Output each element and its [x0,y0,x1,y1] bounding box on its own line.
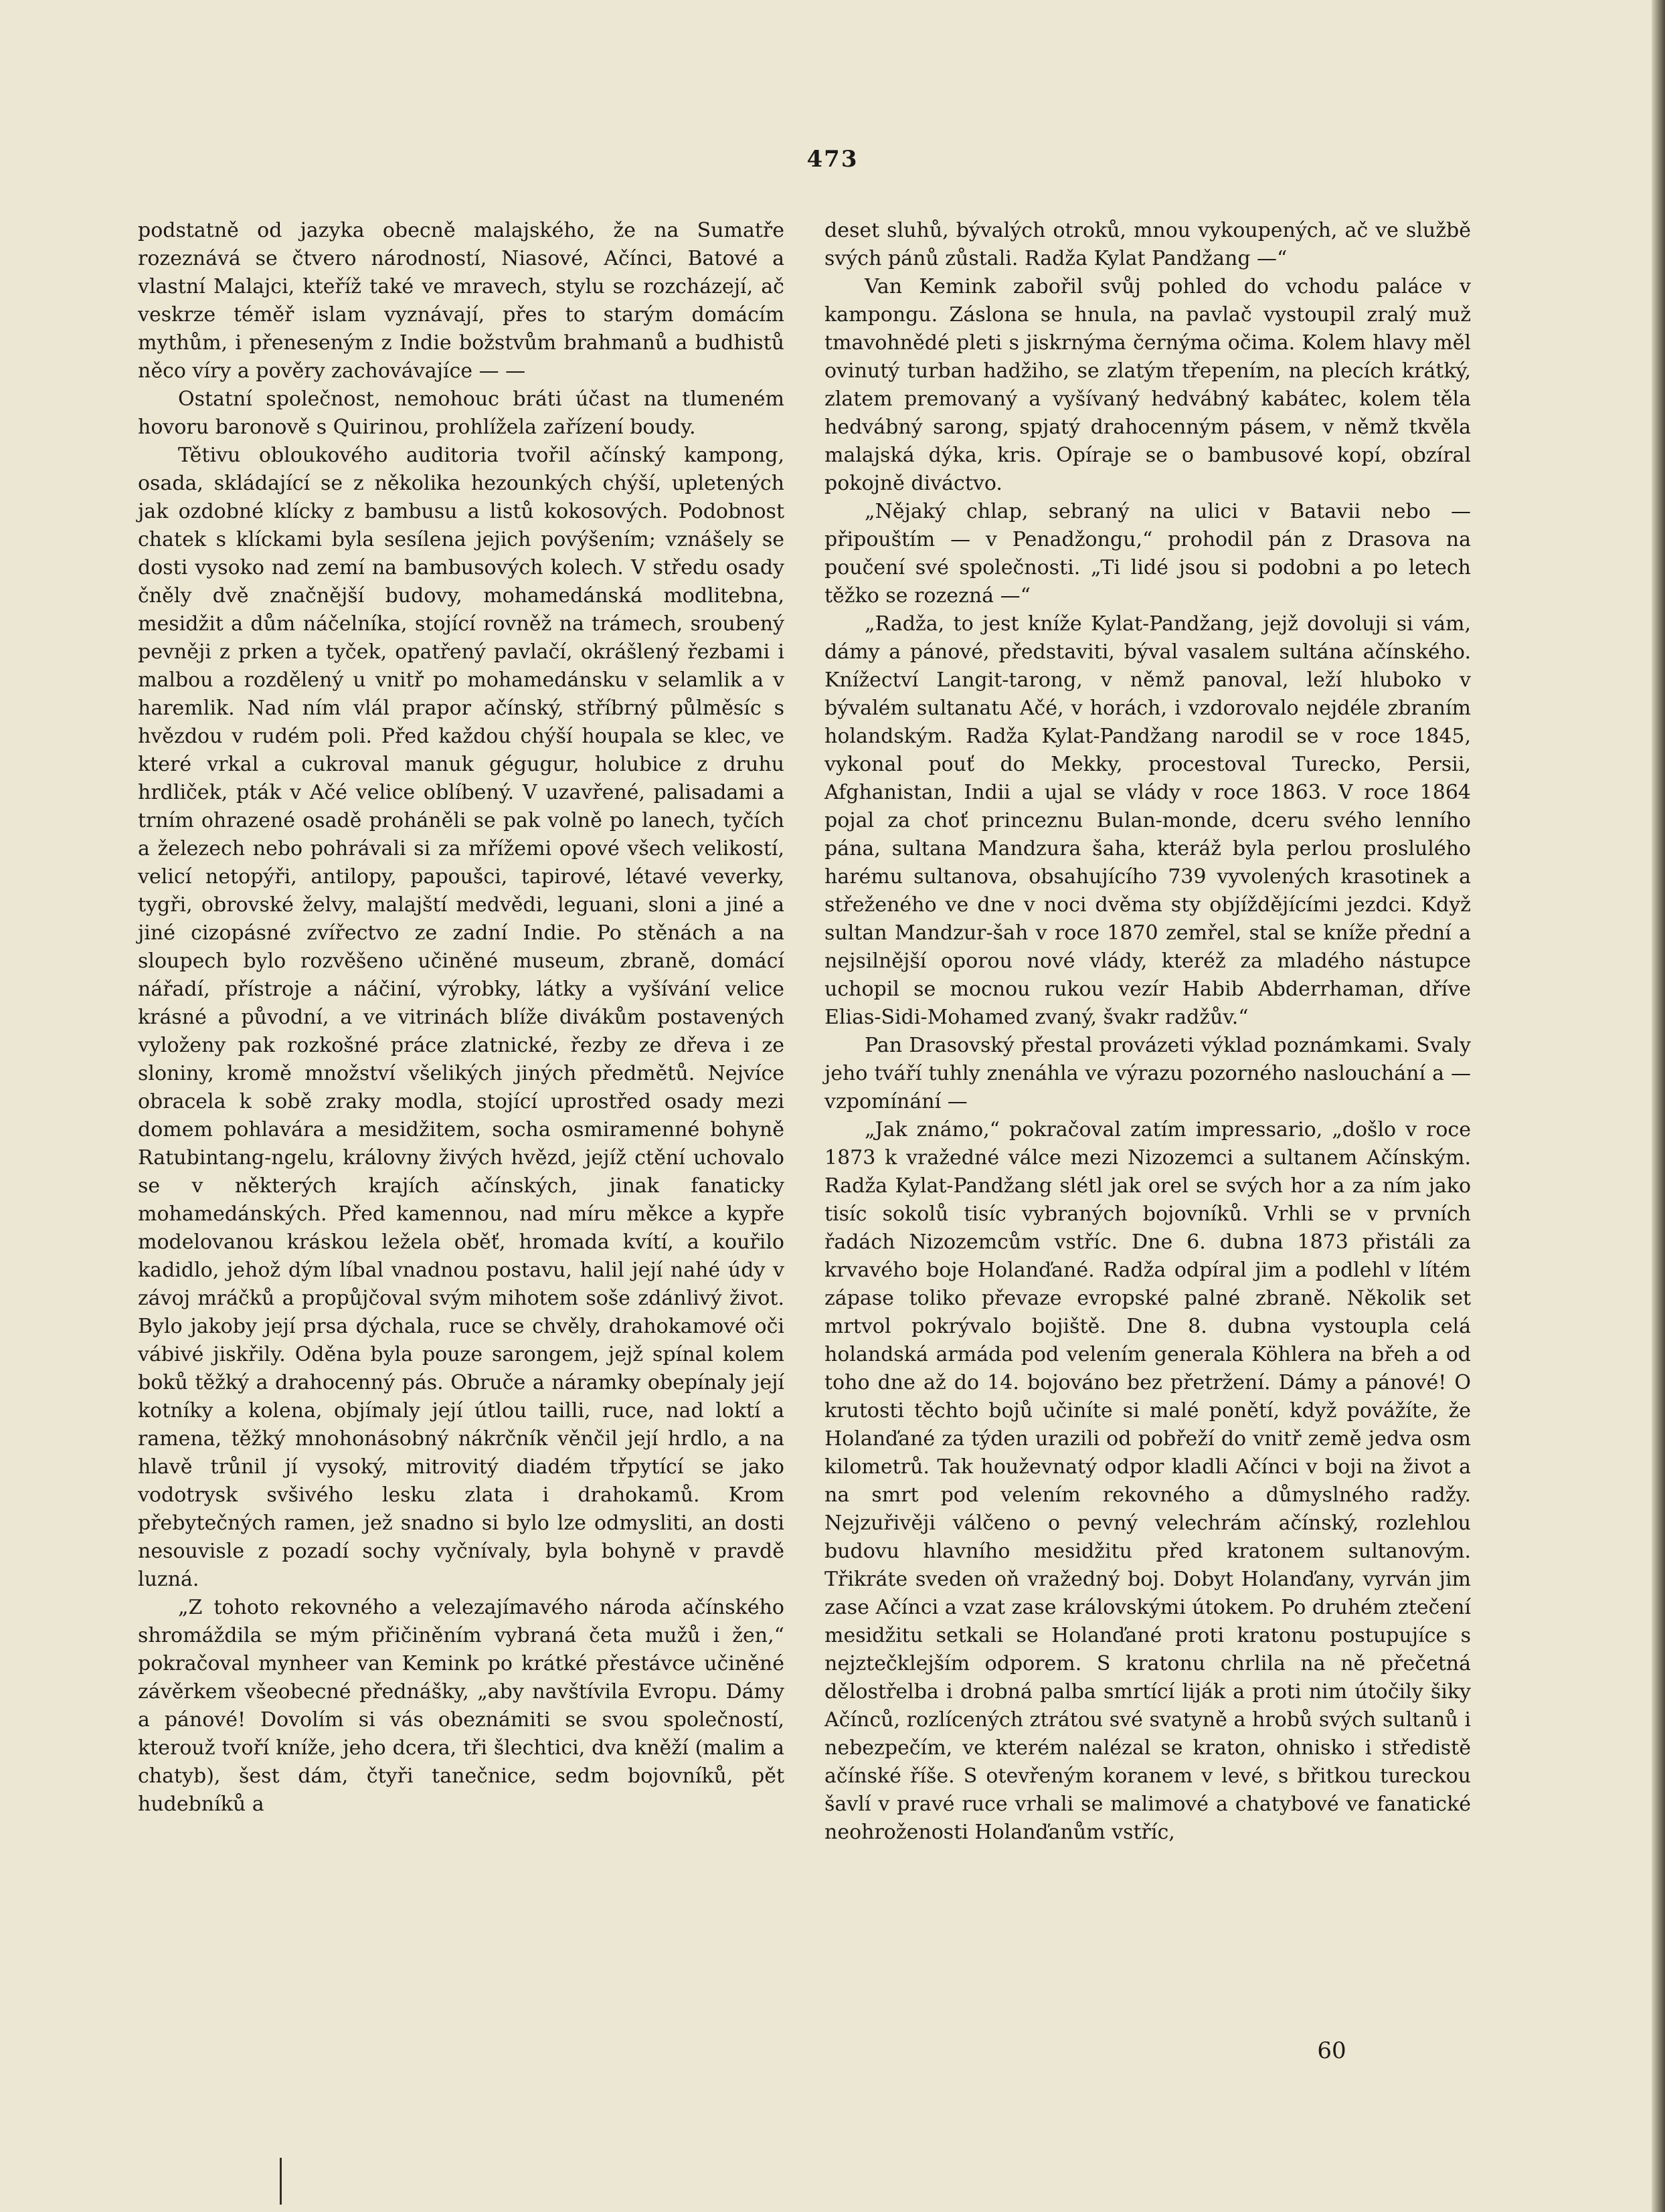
page-number: 473 [806,146,859,173]
fold-mark [280,2158,282,2205]
scan-edge [1652,0,1665,2212]
right-paragraph-4: „Radža, to jest kníže Kylat-Pandžang, jejž dovoluji si vám, dámy a pánové, představiti, býval vasalem sultána ačínského. Knížectví Langit-tarong, v němž panoval, leží hluboko v bývalém sultanatu Ačé, v horách, i vzdorovalo nejdéle zbraním holandským. Radža Kylat-Pandžang narodil se v roce 1845, vykonal pouť do Mekky, procestoval Turecko, Persii, Afghanistan, Indii a ujal se vlády v roce 1863. V roce 1864 pojal za choť princeznu Bulan-monde, dceru svého lenního pána, sultana Mandzura šaha, kteráž byla perlou proslulého harému sultanova, obsahujícího 739 vyvolených krasotinek a střeženého ve dne v noci dvěma sty objíždějícími jezdci. Když sultan Mandzur-šah v roce 1870 zemřel, stal se kníže přední a nejsilnější oporou nové vlády, kteréž za mladého nástupce uchopil se mocnou rukou vezír Habib Abderrhaman, dříve Elias-Sidi-Mohamed zvaný, švakr radžův.“ [824,612,1471,1029]
left-paragraph-1: podstatně od jazyka obecně malajského, že na Sumatře rozeznává se čtvero národností, Niasové, Ačínci, Batové a vlastní Malajci, kteříž také ve mravech, stylu se rozcházejí, ač veskrze téměř islam vyznávají, přes to starým domácím mythům, i přeneseným z Indie božstvům brahmanů a budhistů něco víry a pověry zachovávajíce — — [138,219,784,383]
right-paragraph-2: Van Kemink zabořil svůj pohled do vchodu paláce v kampongu. Záslona se hnula, na pavlač vystoupil zralý muž tmavohnědé pleti s jiskrnýma černýma očima. Kolem hlavy měl ovinutý turban hadžiho, se zlatým třepením, na plecích krátký, zlatem premovaný a vyšívaný hedvábný kabátec, kolem těla hedvábný sarong, spjatý drahocenným pásem, v němž tkvěla malajská dýka, kris. Opíraje se o bambusové kopí, obzíral pokojně diváctvo. [824,275,1471,495]
right-paragraph-5: Pan Drasovský přestal provázeti výklad poznámkami. Svaly jeho tváří tuhly znenáhla ve výrazu pozorného naslouchání a — vzpomínání — [824,1034,1471,1113]
left-column [138,217,784,1819]
sheet-number: 60 [1317,2037,1346,2064]
right-paragraph-1: deset sluhů, bývalých otroků, mnou vykoupených, ač ve službě svých pánů zůstali. Radža Kylat Pandžang —“ [824,219,1471,270]
right-column [824,217,1471,1847]
right-paragraph-3: „Nějaký chlap, sebraný na ulici v Batavii nebo — připouštím — v Penadžongu,“ prohodil pán z Drasova na poučení své společnosti. „Ti lidé jsou si podobni a po letech těžko se rozezná —“ [824,500,1471,608]
left-paragraph-2: Ostatní společnost, nemohouc bráti účast na tlumeném hovoru baronově s Quirinou, prohlížela zařízení boudy. [138,387,784,439]
left-paragraph-4: „Z tohoto rekovného a velezajímavého národa ačínského shromáždila se mým přičiněním vybraná četa mužů i žen,“ pokračoval mynheer van Kemink po krátké přestávce učiněné závěrkem všeobecné přednášky, „aby navštívila Evropu. Dámy a pánové! Dovolím si vás obeznámiti se svou společností, kterouž tvoří kníže, jeho dcera, tři šlechtici, dva kněží (malim a chatyb), šest dám, čtyři tanečnice, sedm bojovníků, pět hudebníků a [138,1596,784,1816]
right-paragraph-6: „Jak známo,“ pokračoval zatím impressario, „došlo v roce 1873 k vražedné válce mezi Nizozemci a sultanem Ačínským. Radža Kylat-Pandžang slétl jak orel se svých hor a za ním jako tisíc sokolů tisíc vybraných bojovníků. Vrhli se v prvních řadách Nizozemcům vstříc. Dne 6. dubna 1873 přistáli za krvavého boje Holanďané. Radža odpíral jim a podlehl v lítém zápase toliko převaze evropské palné zbraně. Několik set mrtvol pokrývalo bojiště. Dne 8. dubna vystoupla celá holandská armáda pod velením generala Köhlera na břeh a od toho dne až do 14. bojováno bez přetržení. Dámy a pánové! O krutosti těchto bojů učiníte si malé ponětí, když povážíte, že Holanďané za týden urazili od pobřeží do vnitř země jedva osm kilometrů. Tak houževnatý odpor kladli Ačínci v boji na život a na smrt pod velením rekovného a důmyslného radžy. Nejzuřivěji válčeno o pevný velechrám ačínský, rozlehlou budovu hlavního mesidžitu před kratonem sultanovým. Třikráte sveden oň vražedný boj. Dobyt Holanďany, vyrván jim zase Ačínci a vzat zase královskými útokem. Po druhém ztečení mesidžitu setkali se Holanďané proti kratonu postupujíce s nejztečklejším odporem. S kratonu chrlila na ně přečetná dělostřelba i drobná palba smrtící liják a proti nim útočily šiky Ačínců, rozlícených ztrátou své svatyně a hrobů svých sultanů i nebezpečím, ve kterém nalézal se kraton, ohnisko i středistě ačínské říše. S otevřeným koranem v levé, s břitkou tureckou šavlí v pravé ruce vrhali se malimové a chatybové ve fanatické neohroženosti Holanďanům vstříc, [824,1118,1471,1844]
left-paragraph-3: Tětivu obloukového auditoria tvořil ačínský kampong, osada, skládající se z několika hezounkých chýší, upletených jak ozdobné klícky z bambusu a listů kokosových. Podobnost chatek s klíckami byla sesílena jejich povýšením; vznášely se dosti vysoko nad zemí na bambusových kolech. V středu osady čněly dvě značnější budovy, mohamedánská modlitebna, mesidžit a dům náčelníka, stojící rovněž na trámech, sroubený pevněji z prken a tyček, opatřený pavlačí, okrášlený řezbami i malbou a rozdělený u vnitř po mohamedánsku v selamlik a v haremlik. Nad ním vlál prapor ačínský, stříbrný půlměsíc s hvězdou v rudém poli. Před každou chýší houpala se klec, ve které vrkal a cukroval manuk gégugur, holubice z druhu hrdliček, pták v Ačé velice oblíbený. V uzavřené, palisadami a trním ohrazené osadě proháněli se pak volně po lanech, tyčích a železech nebo pohrávali si za mřížemi opové všech velikostí, velicí netopýři, antilopy, papoušci, tapirové, létavé veverky, tygři, obrovské želvy, malajští medvědi, leguani, sloni a jiné a jiné cizopásné zvířectvo ze zadní Indie. Po stěnách a na sloupech bylo rozvěšeno učiněné museum, zbraně, domácí nářadí, přístroje a náčiní, výrobky, látky a vyšívání velice krásné a původní, a ve vitrinách blíže divákům postavených vyloženy pak rozkošné práce zlatnické, řezby ze dřeva i ze sloniny, kromě množství všelikých jiných předmětů. Nejvíce obracela k sobě zraky modla, stojící uprostřed osady mezi domem pohlavára a mesidžitem, socha osmiramenné bohyně Ratubintang-ngelu, královny živých hvězd, jejíž ctění uchovalo se v některých krajích ačínských, jinak fanaticky mohamedánských. Před kamennou, nad míru měkce a kypře modelovanou kráskou ležela oběť, hromada kvítí, a kouřilo kadidlo, jehož dým líbal vnadnou postavu, halil její nahé údy v závoj mráčků a propůjčoval svým mihotem soše zdánlivý život. Bylo jakoby její prsa dýchala, ruce se chvěly, drahokamové oči vábivé jiskřily. Oděna byla pouze sarongem, jejž spínal kolem boků těžký a drahocenný pás. Obruče a náramky obepínaly její kotníky a kolena, objímaly její útlou tailli, ruce, nad loktí a ramena, těžký mnohonásobný nákrčník věnčil její hrdlo, a na hlavě trůnil jí vysoký, mitrovitý diadém třpytící se jako vodotrysk svšivého lesku zlata i drahokamů. Krom přebytečných ramen, jež snadno si bylo lze odmysliti, an dosti nesouvisle z pozadí sochy vyčnívaly, byla bohyně v pravdě luzná. [138,444,784,1591]
